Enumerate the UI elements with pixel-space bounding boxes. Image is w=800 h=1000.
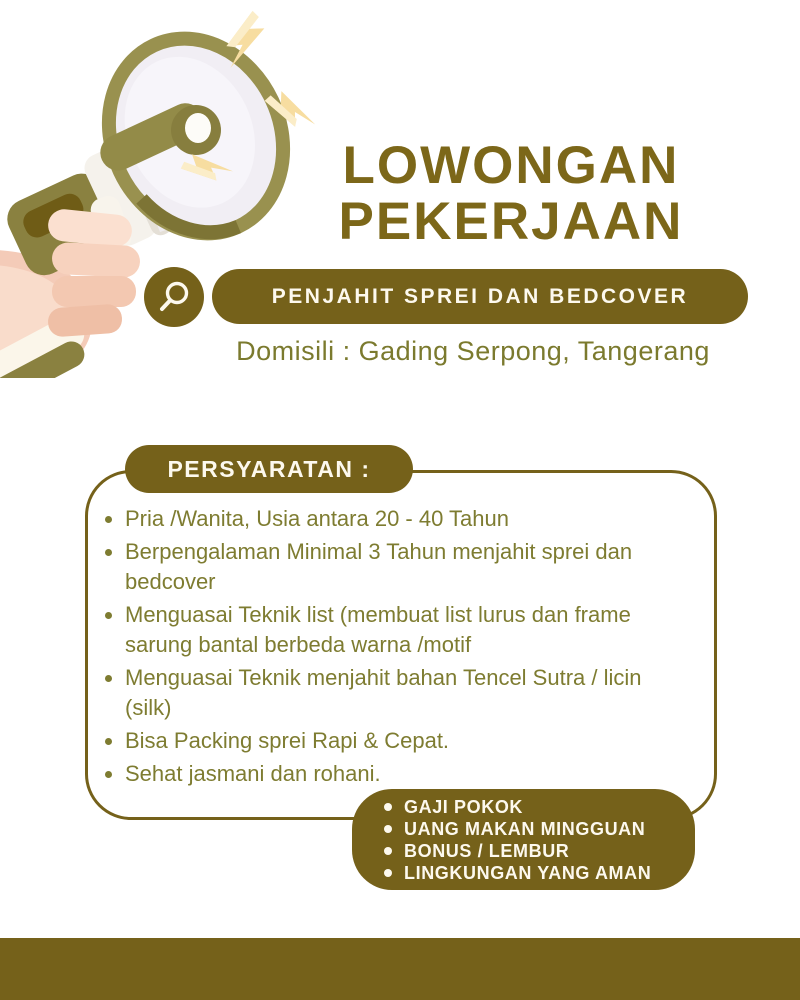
requirement-item: Menguasai Teknik menjahit bahan Tencel Sutra / licin (silk)	[103, 663, 691, 723]
benefit-item: BONUS / LEMBUR	[382, 840, 651, 862]
footer-bar	[0, 938, 800, 1000]
location-text: Domisili : Gading Serpong, Tangerang	[236, 336, 710, 366]
job-badge: PENJAHIT SPREI DAN BEDCOVER	[212, 269, 748, 324]
search-icon	[144, 267, 204, 327]
page-title	[296, 138, 726, 250]
page-title-line1: LOWONGAN	[342, 136, 680, 195]
requirement-item: Pria /Wanita, Usia antara 20 - 40 Tahun	[103, 504, 691, 534]
page-title-line2: PEKERJAAN	[338, 192, 684, 252]
requirement-item: Berpengalaman Minimal 3 Tahun menjahit sprei dan bedcover	[103, 537, 691, 597]
benefit-item: UANG MAKAN MINGGUAN	[382, 818, 651, 840]
benefit-item: LINGKUNGAN YANG AMAN	[382, 862, 651, 884]
hand-fingers	[47, 208, 141, 338]
requirements-list	[103, 504, 691, 792]
requirement-item: Bisa Packing sprei Rapi & Cepat.	[103, 726, 691, 756]
benefits-badge	[352, 789, 695, 890]
benefits-list	[352, 796, 651, 884]
requirement-item: Menguasai Teknik list (membuat list lurus dan frame sarung bantal berbeda warna /motif	[103, 600, 691, 660]
requirements-header: PERSYARATAN :	[125, 445, 413, 493]
benefit-item: GAJI POKOK	[382, 796, 651, 818]
requirement-item: Sehat jasmani dan rohani.	[103, 759, 691, 789]
